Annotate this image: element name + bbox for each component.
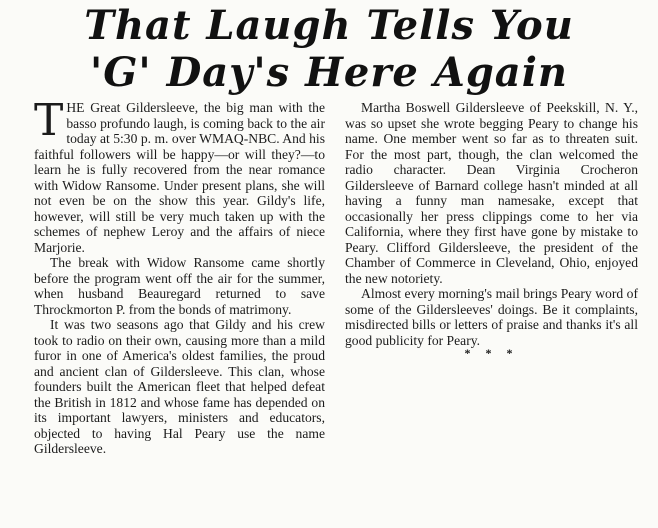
right-column	[345, 100, 638, 358]
article-paragraph-3: It was two seasons ago that Gildy and his crew took to radio on their own, causing more than a mild furor in one of America's oldest families, the proud and ancient clan of Gildersleeve. This clan, whose founders built the American fleet that helped defeat the British in 1812 and whose fame has depended on its important lawyers, ministers and educators, objected to having Hal Peary use the name Gildersleeve.	[34, 317, 325, 456]
headline	[0, 2, 658, 96]
drop-cap: T	[34, 95, 64, 146]
headline-line-2: 'G' Day's Here Again	[89, 49, 568, 96]
article-paragraph-5: Almost every morning's mail brings Peary word of some of the Gildersleeves' doings. Be it complaints, misdirected bills or letters of praise and thanks it's all good publicity for Peary.	[345, 286, 638, 348]
section-separator: * * *	[464, 346, 519, 360]
paragraph-1-text: HE Great Gildersleeve, the big man with the basso profundo laugh, is coming back to the air today at 5:30 p. m. over WMAQ-NBC. And his faithful followers will be happy—or will they?—to learn he is fully recovered from the near romance with Widow Ransome. Under present plans, she will not even be on the show this year. Gildy's life, however, will still be very much taken up with the schemes of nephew Leroy and the affairs of niece Marjorie.	[34, 100, 325, 255]
headline-line-1: That Laugh Tells You	[84, 2, 574, 49]
article-paragraph-4: Martha Boswell Gildersleeve of Peekskill, N. Y., was so upset she wrote begging Peary to change his name. One member went so far as to threaten suit. For the most part, though, the clan welcomed the radio character. Dean Virginia Crocheron Gildersleeve of Barnard college hasn't minded at all having a funny man namesake, except that occasionally her press clippings come to her via California, where they first have gone by mistake to Peary. Clifford Gildersleeve, the president of the Chamber of Commerce in Cleveland, Ohio, enjoyed the new notoriety.	[345, 100, 638, 286]
left-column	[34, 95, 325, 457]
article-paragraph-1	[34, 95, 325, 255]
article-paragraph-2: The break with Widow Ransome came shortly before the program went off the air for the summer, when husband Beauregard returned to save Throckmorton P. from the bonds of matrimony.	[34, 255, 325, 317]
